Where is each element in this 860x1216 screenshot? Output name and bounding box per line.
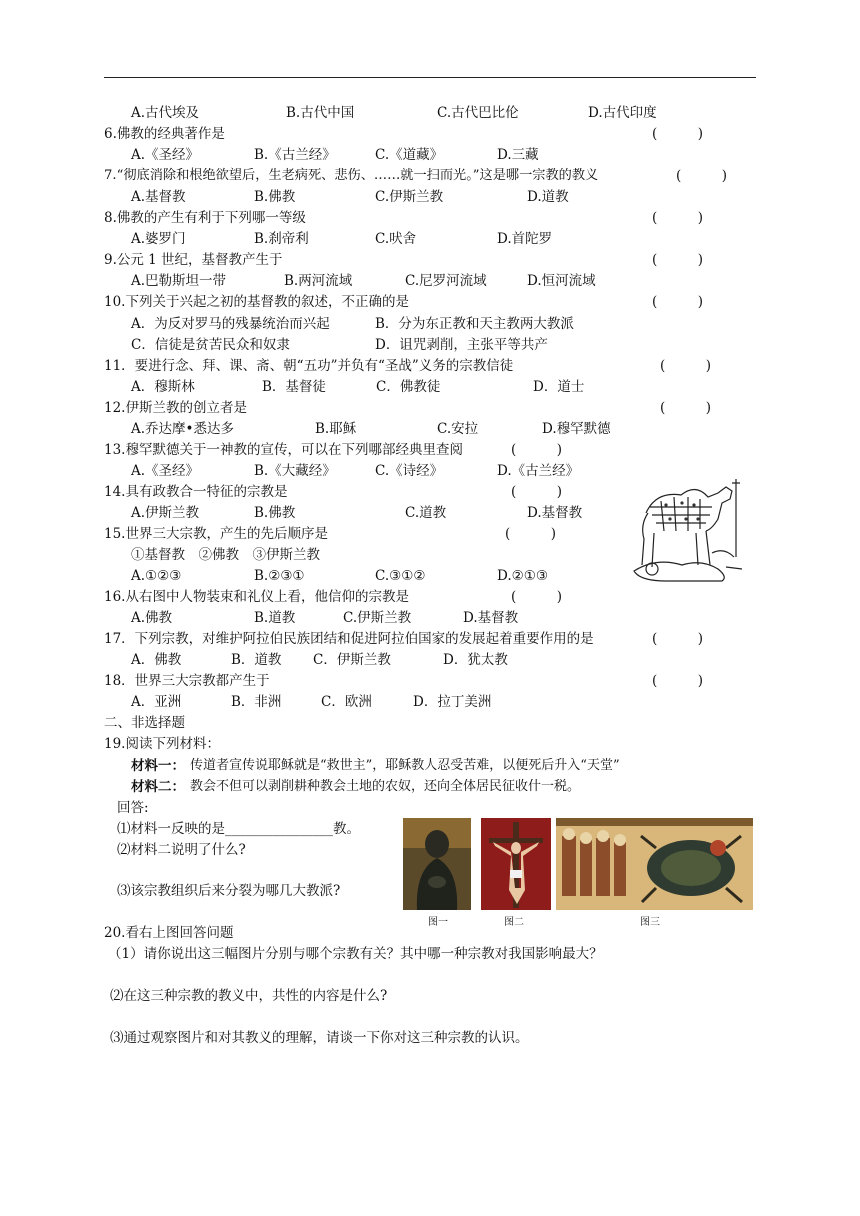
- q17-option-c: C．伊斯兰教: [313, 652, 391, 668]
- figure-2-caption: 图二: [504, 917, 524, 928]
- q12-stem: 12.伊斯兰教的创立者是: [104, 400, 247, 416]
- q19-material-1-label: 材料一：: [131, 758, 185, 774]
- q18-answer-paren: ( ): [652, 673, 704, 689]
- q18-option-a: A．亚洲: [131, 694, 182, 710]
- figure-3-islamic-manuscript: [556, 818, 753, 910]
- q15-stem: 15.世界三大宗教，产生的先后顺序是: [104, 526, 328, 542]
- q8-option-c: C.吠舍: [375, 231, 417, 247]
- q15-sub-list: ①基督教 ②佛教 ③伊斯兰教: [131, 547, 320, 563]
- q11-option-b: B．基督徒: [262, 379, 326, 395]
- q16-option-b: B.道教: [254, 610, 296, 626]
- q6-answer-paren: ( ): [652, 126, 704, 142]
- q11-option-d: D．道士: [533, 379, 585, 395]
- figure-1-caption: 图一: [428, 917, 448, 928]
- q18-option-d: D．拉丁美洲: [413, 694, 492, 710]
- q19-stem: 19.阅读下列材料：: [104, 736, 220, 752]
- q14-option-c: C.道教: [405, 505, 447, 521]
- q6-option-a: A.《圣经》: [131, 147, 200, 163]
- q12-option-d: D.穆罕默德: [542, 421, 611, 437]
- q5-option-a: A.古代埃及: [131, 105, 200, 121]
- q6-option-d: D.三藏: [497, 147, 539, 163]
- q10-stem: 10.下列关于兴起之初的基督教的叙述，不正确的是: [104, 294, 409, 310]
- q16-option-a: A.佛教: [131, 610, 173, 626]
- q14-option-a: A.伊斯兰教: [131, 505, 200, 521]
- q6-option-b: B.《古兰经》: [254, 147, 336, 163]
- q8-answer-paren: ( ): [652, 210, 704, 226]
- q13-option-a: A.《圣经》: [131, 463, 200, 479]
- q11-stem: 11．要进行念、拜、课、斋、朝“五功”并负有“圣战”义务的宗教信徒: [104, 358, 514, 374]
- q10-option-d: D．诅咒剥削，主张平等共产: [375, 337, 548, 353]
- q15-option-d: D.②①③: [497, 568, 548, 584]
- q6-option-c: C.《道藏》: [375, 147, 444, 163]
- q7-stem: 7.“彻底消除和根绝欲望后，生老病死、悲伤、……就一扫而光。”这是哪一宗教的教义: [104, 168, 599, 183]
- q8-option-d: D.首陀罗: [497, 231, 553, 247]
- q13-option-c: C.《诗经》: [375, 463, 444, 479]
- q19-subquestion-3: ⑶该宗教组织后来分裂为哪几大教派?: [117, 883, 341, 899]
- q11-option-c: C．佛教徒: [376, 379, 441, 395]
- q19-answer-label: 回答:: [117, 800, 149, 816]
- q20-subquestion-2: ⑵在这三种宗教的教义中，共性的内容是什么?: [110, 988, 388, 1004]
- q12-answer-paren: ( ): [660, 400, 712, 416]
- q9-stem: 9.公元 1 世纪，基督教产生于: [104, 252, 283, 268]
- q10-option-b: B．分为东正教和天主教两大教派: [375, 316, 574, 332]
- q15-option-c: C.③①②: [375, 568, 426, 584]
- q7-option-b: B.佛教: [254, 189, 296, 205]
- q20-subquestion-1: （1）请你说出这三幅图片分别与哪个宗教有关？其中哪一种宗教对我国影响最大？: [108, 946, 603, 962]
- figure-1-buddha-statue: [403, 818, 471, 910]
- q17-option-a: A．佛教: [131, 652, 182, 668]
- q11-option-a: A．穆斯林: [131, 379, 195, 395]
- q17-option-d: D．犹太教: [443, 652, 508, 668]
- q18-option-b: B．非洲: [231, 694, 282, 710]
- q13-option-b: B.《大藏经》: [254, 463, 336, 479]
- q15-option-a: A.①②③: [131, 568, 182, 584]
- q15-option-b: B.②③①: [254, 568, 305, 584]
- q6-stem: 6.佛教的经典著作是: [104, 126, 225, 142]
- q5-option-c: C.古代巴比伦: [437, 105, 519, 121]
- prayer-camel-illustration: [626, 473, 750, 589]
- q8-option-b: B.刹帝利: [254, 231, 309, 247]
- q16-answer-paren: ( ): [511, 589, 563, 605]
- q7-option-d: D.道教: [527, 189, 569, 205]
- q7-option-a: A.基督教: [131, 189, 186, 205]
- q19-material-2-text: 教会不但可以剥削耕种教会土地的农奴，还向全体居民征收什一税。: [190, 779, 581, 794]
- q17-stem: 17．下列宗教，对维护阿拉伯民族团结和促进阿拉伯国家的发展起着重要作用的是: [104, 631, 594, 647]
- q10-option-c: C．信徒是贫苦民众和奴隶: [131, 337, 290, 353]
- q16-stem: 16.从右图中人物装束和礼仪上看，他信仰的宗教是: [104, 589, 409, 605]
- q19-material-1-text: 传道者宣传说耶稣就是“救世主”，耶稣教人忍受苦难，以便死后升入“天堂”: [190, 758, 620, 773]
- q10-option-a: A．为反对罗马的残暴统治而兴起: [131, 316, 330, 332]
- figure-2-crucifix: [481, 818, 551, 910]
- q20-stem: 20.看右上图回答问题: [104, 925, 234, 941]
- q9-option-d: D.恒河流域: [527, 273, 596, 289]
- q19-material-2-label: 材料二：: [131, 779, 185, 795]
- q12-option-a: A.乔达摩•悉达多: [131, 421, 235, 437]
- q7-answer-paren: ( ): [676, 168, 728, 184]
- q12-option-c: C.安拉: [437, 421, 479, 437]
- q10-answer-paren: ( ): [652, 294, 704, 310]
- q5-option-b: B.古代中国: [286, 105, 355, 121]
- q13-stem: 13.穆罕默德关于一神教的宣传，可以在下列哪部经典里查阅: [104, 442, 463, 458]
- figure-3-caption: 图三: [640, 917, 660, 928]
- q12-option-b: B.耶稣: [315, 421, 357, 437]
- q7-option-c: C.伊斯兰教: [375, 189, 444, 205]
- q9-answer-paren: ( ): [652, 252, 704, 268]
- section-heading-non-choice: 二、非选择题: [104, 715, 185, 731]
- q8-option-a: A.婆罗门: [131, 231, 186, 247]
- q13-option-d: D.《古兰经》: [497, 463, 580, 479]
- q9-option-a: A.巴勒斯坦一带: [131, 273, 227, 289]
- q14-stem: 14.具有政教合一特征的宗教是: [104, 484, 288, 500]
- q17-option-b: B．道教: [231, 652, 282, 668]
- q15-answer-paren: ( ): [505, 526, 557, 542]
- q17-answer-paren: ( ): [652, 631, 704, 647]
- q14-answer-paren: ( ): [511, 484, 563, 500]
- q18-option-c: C．欧洲: [321, 694, 372, 710]
- q20-subquestion-3: ⑶通过观察图片和对其教义的理解，请谈一下你对这三种宗教的认识。: [110, 1030, 529, 1046]
- q18-stem: 18．世界三大宗教都产生于: [104, 673, 270, 689]
- q13-answer-paren: ( ): [511, 442, 563, 458]
- q16-option-c: C.伊斯兰教: [343, 610, 412, 626]
- q19-subquestion-1: ⑴材料一反映的是________________教。: [117, 821, 360, 837]
- header-rule: [104, 77, 756, 78]
- q9-option-c: C.尼罗河流域: [405, 273, 487, 289]
- q5-option-d: D.古代印度: [588, 105, 657, 121]
- q8-stem: 8.佛教的产生有利于下列哪一等级: [104, 210, 306, 226]
- q9-option-b: B.两河流域: [284, 273, 353, 289]
- q11-answer-paren: ( ): [660, 358, 712, 374]
- q14-option-b: B.佛教: [254, 505, 296, 521]
- q14-option-d: D.基督教: [527, 505, 583, 521]
- q19-subquestion-2: ⑵材料二说明了什么?: [117, 842, 246, 858]
- q16-option-d: D.基督教: [463, 610, 519, 626]
